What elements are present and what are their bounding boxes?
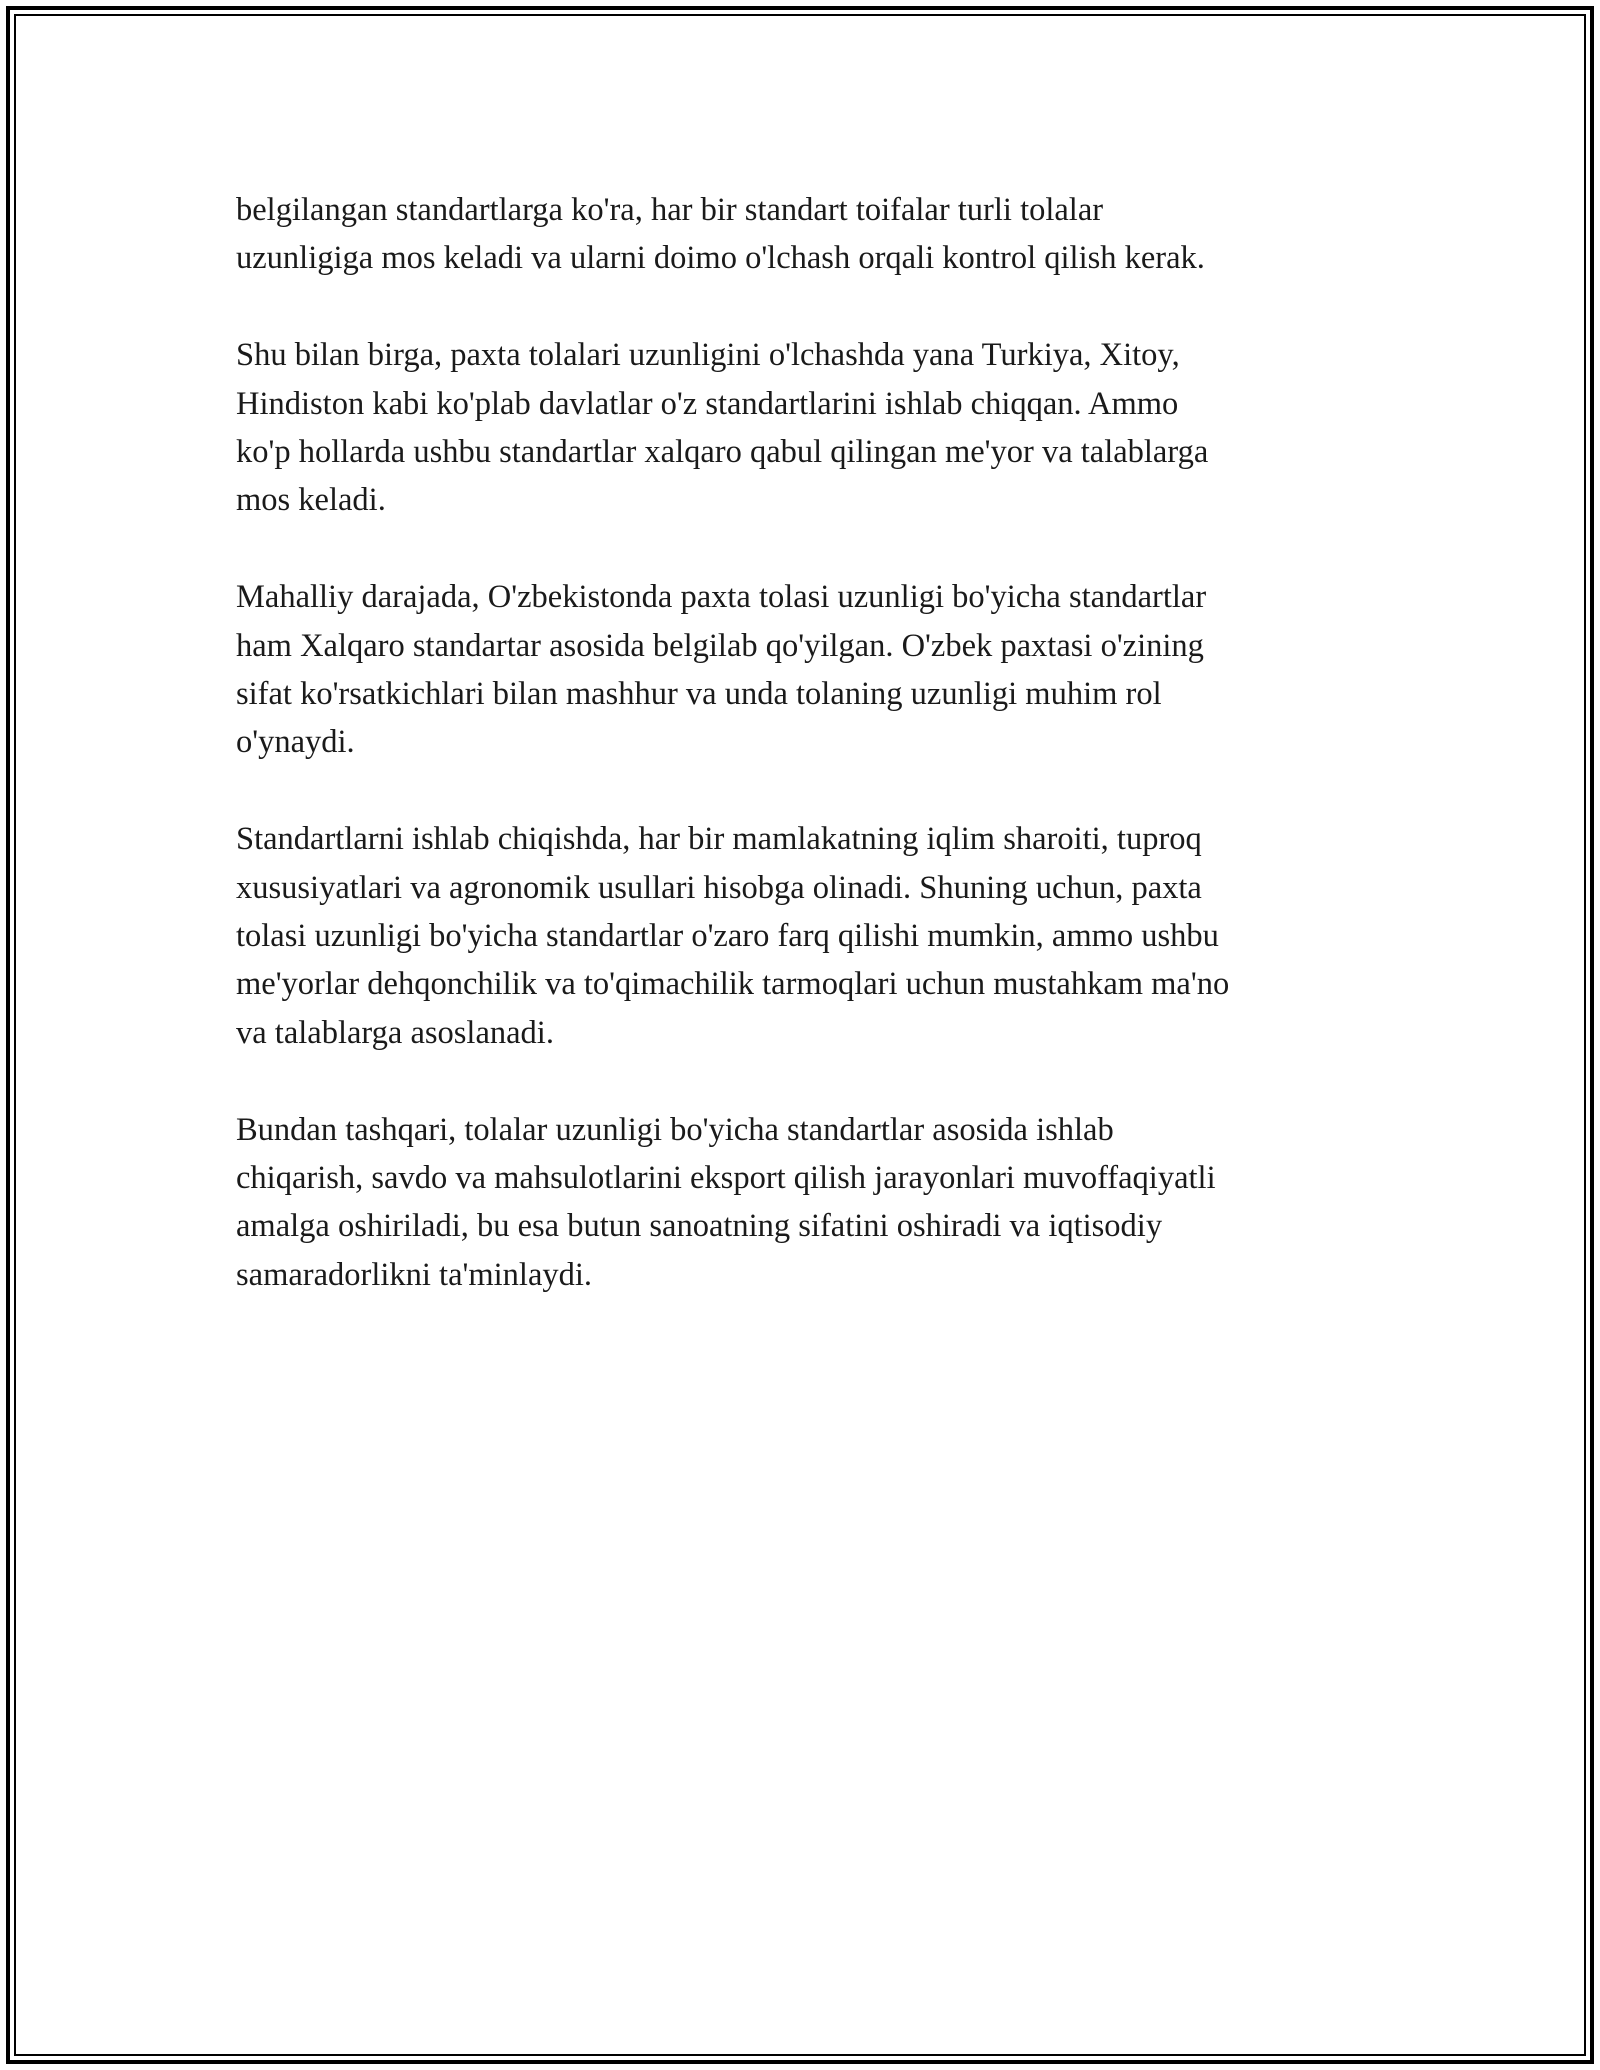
paragraph-5: Bundan tashqari, tolalar uzunligi bo'yicha standartlar asosida ishlab chiqarish, savdo va mahsulotlarini eksport qilish jarayonlari muvoffaqiyatli amalga oshiriladi, bu esa butun sanoatning sifatini oshiradi va iqtisodiy samaradorlikni ta'minlaydi.	[236, 1111, 1216, 1293]
document-body	[236, 186, 1366, 1348]
paragraph-2: Shu bilan birga, paxta tolalari uzunligini o'lchashda yana Turkiya, Xitoy, Hindiston kabi ko'plab davlatlar o'z standartlarini ishlab chiqqan. Ammo ko'p hollarda ushbu standartlar xalqaro qabul qilingan me'yor va talablarga mos keladi.	[236, 337, 1209, 519]
paragraph-1: belgilangan standartlarga ko'ra, har bir standart toifalar turli tolalar uzunligiga mos keladi va ularni doimo o'lchash orqali kontrol qilish kerak.	[236, 192, 1205, 277]
paragraph-3: Mahalliy darajada, O'zbekistonda paxta tolasi uzunligi bo'yicha standartlar ham Xalqaro standartar asosida belgilab qo'yilgan. O'zbek paxtasi o'zining sifat ko'rsatkichlari bilan mashhur va unda tolaning uzunligi muhim rol o'ynaydi.	[236, 579, 1207, 761]
paragraph-4: Standartlarni ishlab chiqishda, har bir mamlakatning iqlim sharoiti, tuproq xususiyatlari va agronomik usullari hisobga olinadi. Shuning uchun, paxta tolasi uzunligi bo'yicha standartlar o'zaro farq qilishi mumkin, ammo ushbu me'yorlar dehqonchilik va to'qimachilik tarmoqlari uchun mustahkam ma'no va talablarga asoslanadi.	[236, 821, 1230, 1051]
